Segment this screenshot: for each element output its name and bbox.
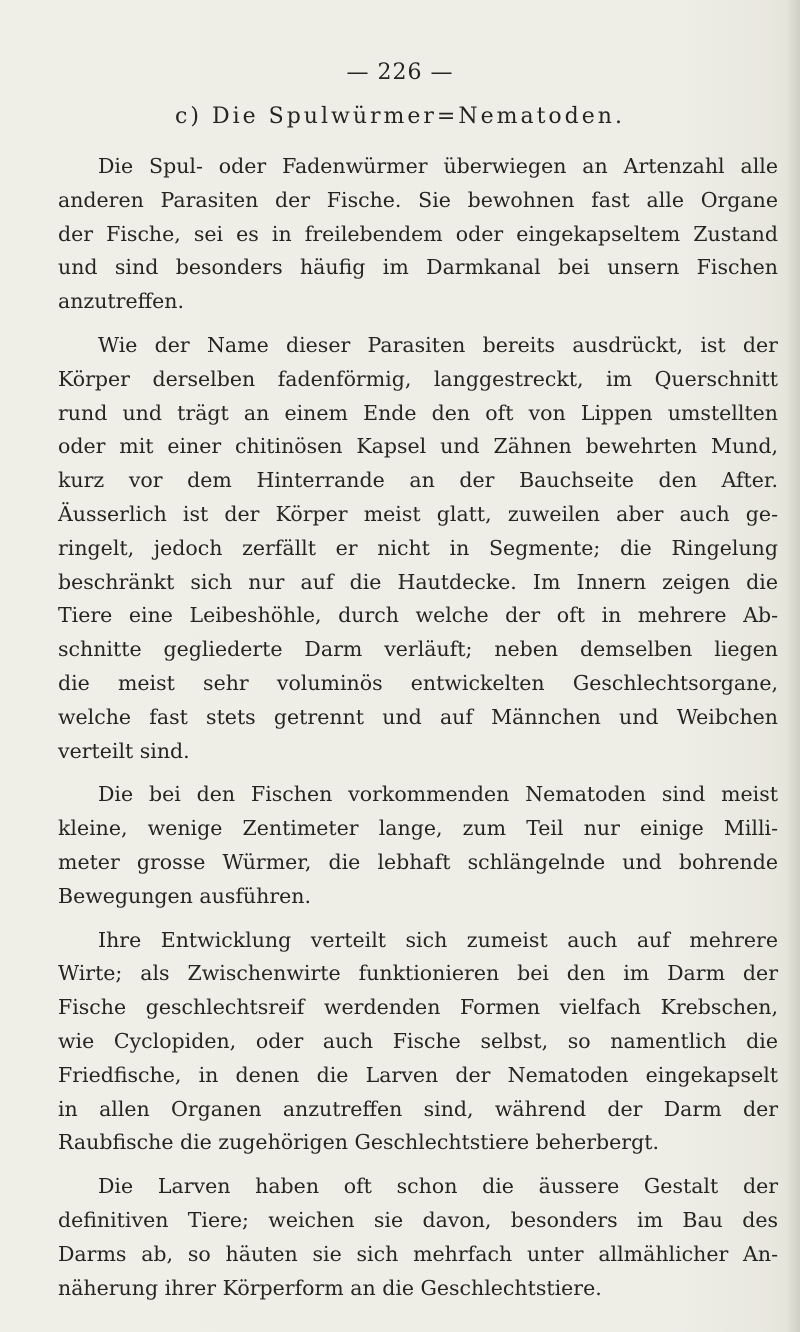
text-line: anzutreffen.	[58, 289, 185, 314]
text-line: und sind besonders häufig im Darmkanal bei unsern Fischen	[58, 255, 778, 280]
text-line: Raubfische die zugehörigen Geschlechtstiere beherbergt.	[58, 1130, 659, 1155]
text-line: die meist sehr voluminös entwickelten Geschlechtsorgane,	[58, 670, 778, 695]
text-line: ringelt, jedoch zerfällt er nicht in Segmente; die Ringelung	[58, 535, 778, 560]
section-heading: c) Die Spulwürmer=Nematoden.	[175, 104, 625, 129]
text-line: meter grosse Würmer, die lebhaft schlängelnde und bohrende	[58, 849, 778, 874]
text-line: Die Larven haben oft schon die äussere Gestalt der	[98, 1174, 778, 1199]
text-line: Fische geschlechtsreif werdenden Formen vielfach Krebschen,	[58, 995, 778, 1020]
text-line: schnitte gegliederte Darm verläuft; neben demselben liegen	[58, 637, 778, 662]
text-line: verteilt sind.	[58, 738, 190, 763]
page-edge-shadow	[786, 0, 800, 1332]
text-line: definitiven Tiere; weichen sie davon, besonders im Bau des	[58, 1207, 778, 1232]
text-line: Darms ab, so häuten sie sich mehrfach unter allmählicher An-	[58, 1241, 778, 1266]
text-line: rund und trägt an einem Ende den oft von Lippen umstellten	[58, 400, 778, 425]
text-line: Bewegungen ausführen.	[58, 883, 311, 908]
body-text	[58, 150, 778, 1315]
text-line: Friedfische, in denen die Larven der Nematoden eingekapselt	[58, 1062, 778, 1087]
text-line: kleine, wenige Zentimeter lange, zum Teil nur einige Milli-	[58, 816, 778, 841]
paragraph	[58, 924, 778, 1161]
text-line: Körper derselben fadenförmig, langgestreckt, im Querschnitt	[58, 366, 778, 391]
text-line: Die Spul- oder Fadenwürmer überwiegen an Artenzahl alle	[98, 154, 778, 178]
text-line: wie Cyclopiden, oder auch Fische selbst, so namentlich die	[58, 1028, 778, 1053]
paragraph	[58, 1170, 778, 1305]
text-line: der Fische, sei es in freilebendem oder eingekapseltem Zustand	[58, 221, 778, 246]
paragraph	[58, 778, 778, 913]
text-line: kurz vor dem Hinterrande an der Bauchseite den After.	[58, 468, 778, 493]
text-line: welche fast stets getrennt und auf Männchen und Weibchen	[58, 704, 778, 729]
text-line: Wirte; als Zwischenwirte funktionieren bei den im Darm der	[58, 961, 778, 986]
text-line: Äusserlich ist der Körper meist glatt, zuweilen aber auch ge-	[58, 501, 778, 526]
text-line: Wie der Name dieser Parasiten bereits ausdrückt, ist der	[98, 332, 778, 357]
text-line: beschränkt sich nur auf die Hautdecke. Im Innern zeigen die	[58, 569, 778, 594]
paragraph	[58, 150, 778, 319]
text-line: Tiere eine Leibeshöhle, durch welche der oft in mehrere Ab-	[58, 603, 778, 628]
text-line: näherung ihrer Körperform an die Geschlechtstiere.	[58, 1275, 602, 1300]
paragraph	[58, 329, 778, 768]
text-line: in allen Organen anzutreffen sind, während der Darm der	[58, 1096, 778, 1121]
text-line: Ihre Entwicklung verteilt sich zumeist auch auf mehrere	[98, 927, 778, 952]
text-line: oder mit einer chitinösen Kapsel und Zähnen bewehrten Mund,	[58, 434, 778, 459]
text-line: Die bei den Fischen vorkommenden Nematoden sind meist	[98, 782, 778, 807]
text-line: anderen Parasiten der Fische. Sie bewohnen fast alle Organe	[58, 187, 778, 212]
page-number: — 226 —	[346, 60, 454, 85]
